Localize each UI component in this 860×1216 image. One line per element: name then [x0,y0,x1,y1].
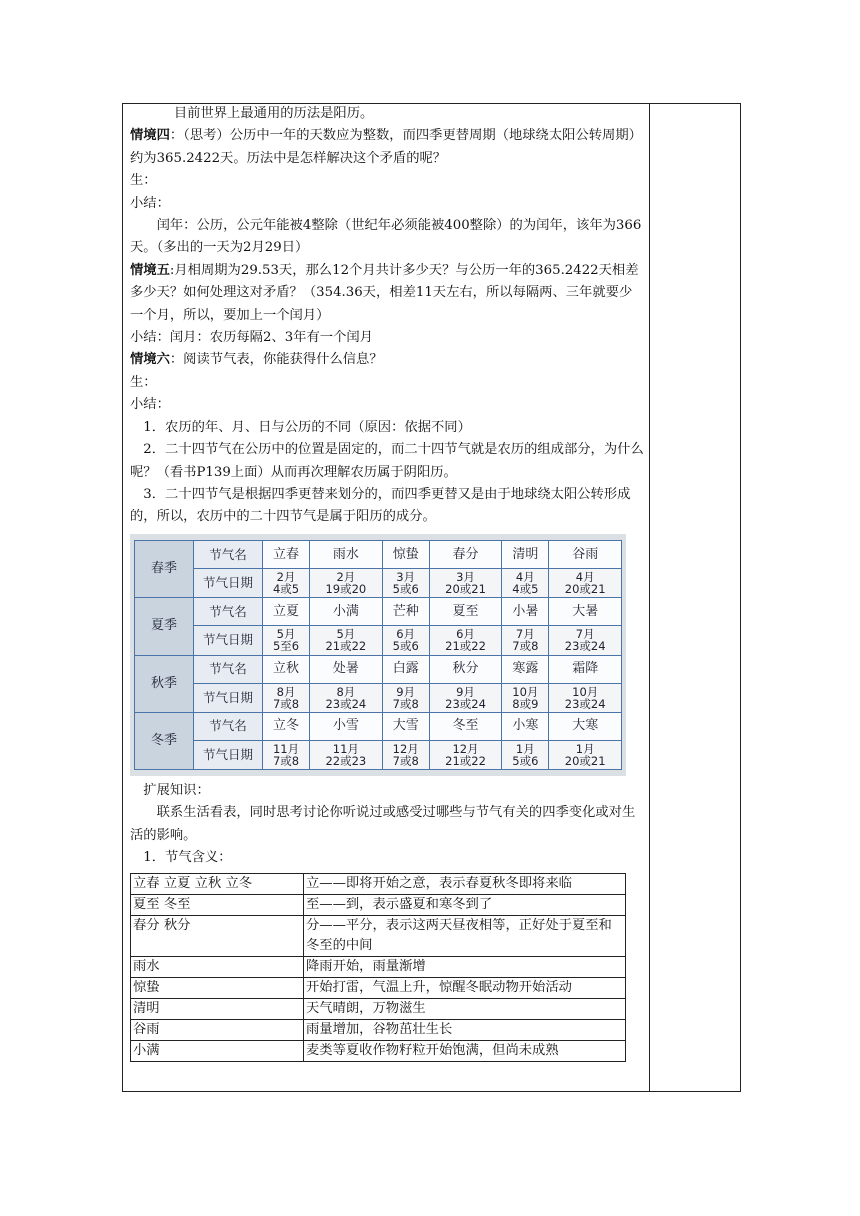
solar-term-date [310,569,383,598]
lesson-content [130,103,645,529]
solar-term-date-row [135,626,622,655]
date-day: 5或6 [392,639,419,654]
solar-term-name: 小暑 [502,598,549,626]
solar-term-date-row [135,740,622,769]
solar-term-name: 惊蛰 [382,541,429,569]
solar-term-date [382,626,429,655]
text-line: 联系生活看表，同时思考讨论你听说过或感受过哪些与节气有关的四季变化或对生活的影响。 [130,805,636,843]
solar-term-name: 谷雨 [549,541,622,569]
date-month: 7月 [575,627,595,642]
text-line: 扩展知识： [143,783,210,798]
solar-term-name-row [135,712,622,740]
date-day: 5或6 [512,753,539,768]
meaning-cell: 天气晴朗，万物滋生 [304,999,626,1020]
solar-terms-table-image [130,534,626,776]
date-month: 6月 [396,627,416,642]
term-cell: 谷雨 [131,1020,304,1041]
date-day: 7或8 [272,696,300,711]
solar-term-date [549,626,622,655]
column-divider [649,103,650,1092]
solar-term-name: 清明 [502,541,549,569]
solar-term-date [429,626,502,655]
date-month: 5月 [276,627,296,642]
meaning-cell: 麦类等夏收作物籽粒开始饱满，但尚未成熟 [304,1041,626,1062]
solar-term-date-row [135,569,622,598]
date-month: 11月 [332,741,359,756]
scenario-label: 情境五 [130,262,170,278]
solar-term-name: 小雪 [310,712,383,740]
solar-term-name: 小满 [310,598,383,626]
scenario-text: ：（思考）公历中一年的天数应为整数，而四季更替周期（地球绕太阳公转周期）约为365.2422天。历法中是怎样解决这个矛盾的呢？ [130,128,642,166]
date-day: 21或22 [445,753,486,768]
solar-term-date [549,569,622,598]
text-line: 小结： [130,195,170,211]
row-label: 节气名 [194,712,263,740]
date-month: 10月 [512,684,539,699]
scenario-4 [130,125,645,170]
date-month: 1月 [575,741,595,756]
date-month: 3月 [456,570,475,585]
term-cell: 惊蛰 [131,978,304,999]
solar-term-date-row [135,683,622,712]
solar-term-date [263,740,310,769]
season-cell: 秋季 [135,655,194,712]
date-day: 23或24 [445,696,486,711]
term-cell: 夏至 冬至 [131,895,304,916]
term-cell: 春分 秋分 [131,916,304,957]
solar-term-date [263,569,310,598]
scenario-text: :月相周期为29.53天，那么12个月共计多少天？与公历一年的365.2422天相差多少天？如何处理这对矛盾？（354.36天，相差11天左右，所以每隔两、三年就要少一个月，所以，要加上一个闰月） [130,262,639,323]
solar-term-name: 立秋 [263,655,310,683]
date-month: 7月 [515,627,535,642]
text-line: 2．二十四节气在公历中的位置是固定的，而二十四节气就是农历的组成部分，为什么呢？（看书P139上面）从而再次理解农历属于阴阳历。 [130,442,644,480]
date-day: 19或20 [325,582,367,597]
solar-term-date [429,683,502,712]
date-month: 5月 [336,627,356,642]
text-line: 1．农历的年、月、日与公历的不同（原因：依据不同） [143,419,471,435]
date-month: 9月 [456,684,475,699]
solar-term-name: 霜降 [549,655,622,683]
date-month: 10月 [572,684,599,699]
season-cell: 冬季 [135,712,194,769]
solar-term-name: 小寒 [502,712,549,740]
row-label: 节气日期 [194,569,263,598]
solar-term-name: 寒露 [502,655,549,683]
solar-term-name: 立冬 [263,712,310,740]
solar-term-date [502,569,549,598]
scenario-6 [130,349,645,371]
date-day: 5至6 [272,639,300,654]
solar-term-name: 大雪 [382,712,429,740]
date-month: 12月 [452,741,479,756]
solar-term-date [263,626,310,655]
date-day: 5或6 [392,582,419,597]
solar-term-date [502,626,549,655]
row-label: 节气名 [194,541,263,569]
solar-terms-table [134,540,622,770]
solar-term-date [549,683,622,712]
solar-term-date [310,683,383,712]
solar-term-name: 白露 [382,655,429,683]
date-month: 3月 [396,570,416,585]
date-day: 8或9 [512,696,539,711]
date-month: 2月 [276,570,296,585]
solar-term-date [429,740,502,769]
solar-term-name: 夏至 [429,598,502,626]
date-day: 4或5 [272,582,300,597]
text-line: 3．二十四节气是根据四季更替来划分的，而四季更替又是由于地球绕太阳公转形成的，所以，农历中的二十四节气是属于阳历的成分。 [130,486,631,525]
meaning-row [131,999,626,1020]
date-month: 8月 [276,684,296,699]
date-month: 4月 [515,570,535,585]
date-day: 21或22 [445,639,486,654]
row-label: 节气日期 [194,626,263,655]
solar-term-date [263,683,310,712]
term-cell: 清明 [131,999,304,1020]
solar-term-name: 春分 [429,541,502,569]
scenario-text: ：阅读节气表，你能获得什么信息？ [169,352,383,368]
date-day: 4或5 [512,582,539,597]
date-day: 7或8 [272,753,300,768]
text-line: 小结：闰月：农历每隔2、3年有一个闰月 [130,330,373,346]
meaning-row [131,1041,626,1062]
row-label: 节气名 [194,598,263,626]
meaning-cell: 开始打雷，气温上升，惊醒冬眠动物开始活动 [304,978,626,999]
date-month: 8月 [336,684,356,699]
meaning-row [131,916,626,957]
date-day: 20或21 [564,582,606,597]
date-month: 4月 [575,570,595,585]
date-month: 11月 [272,741,300,756]
row-label: 节气名 [194,655,263,683]
season-cell: 夏季 [135,598,194,655]
solar-term-name: 冬至 [429,712,502,740]
meaning-cell: 分——平分，表示这两天昼夜相等，正好处于夏至和冬至的中间 [304,916,626,957]
solar-term-date [502,683,549,712]
date-day: 20或21 [445,582,486,597]
solar-term-name: 处暑 [310,655,383,683]
solar-term-date [549,740,622,769]
date-day: 7或8 [512,639,539,654]
scenario-label: 情境四 [130,128,170,144]
solar-term-name: 立夏 [263,598,310,626]
meaning-row [131,978,626,999]
solar-term-name: 芒种 [382,598,429,626]
solar-term-date [382,683,429,712]
date-day: 23或24 [325,696,367,711]
meaning-cell: 至——到，表示盛夏和寒冬到了 [304,895,626,916]
date-month: 9月 [396,684,416,699]
meaning-row [131,874,626,895]
solar-term-name: 秋分 [429,655,502,683]
text-line: 生： [130,374,157,390]
term-cell: 小满 [131,1041,304,1062]
date-month: 1月 [515,741,535,756]
meaning-row [131,1020,626,1041]
term-meaning-table [130,873,626,1062]
solar-term-name: 大寒 [549,712,622,740]
solar-term-date [382,740,429,769]
meaning-cell: 立——即将开始之意，表示春夏秋冬即将来临 [304,874,626,895]
scenario-5 [130,260,645,327]
solar-term-name-row [135,598,622,626]
date-day: 23或24 [564,696,606,711]
solar-term-date [310,626,383,655]
scenario-label: 情境六 [130,352,170,368]
solar-term-name: 立春 [263,541,310,569]
text-line: 生： [130,173,157,189]
date-month: 12月 [392,741,419,756]
date-month: 2月 [336,570,356,585]
date-month: 6月 [456,627,475,642]
extension-section [130,780,645,870]
solar-term-name-row [135,655,622,683]
meaning-cell: 雨量增加，谷物茁壮生长 [304,1020,626,1041]
solar-term-date [429,569,502,598]
solar-term-date [502,740,549,769]
meaning-cell: 降雨开始，雨量渐增 [304,957,626,978]
solar-term-name: 大暑 [549,598,622,626]
date-day: 7或8 [392,696,419,711]
date-day: 21或22 [325,639,367,654]
solar-term-name: 雨水 [310,541,383,569]
solar-term-date [310,740,383,769]
meaning-row [131,957,626,978]
season-cell: 春季 [135,541,194,598]
text-line: 目前世界上最通用的历法是阳历。 [173,106,374,121]
row-label: 节气日期 [194,740,263,769]
date-day: 22或23 [325,753,367,768]
text-line: 小结： [130,397,170,413]
date-day: 7或8 [392,753,419,768]
term-cell: 雨水 [131,957,304,978]
text-line: 闰年：公历，公元年能被4整除（世纪年必须能被400整除）的为闰年，该年为366天。（多出的一天为2月29日） [130,218,642,256]
row-label: 节气日期 [194,683,263,712]
term-cell: 立春 立夏 立秋 立冬 [131,874,304,895]
date-day: 20或21 [564,753,606,768]
solar-term-date [382,569,429,598]
text-line: 1．节气含义： [143,850,232,866]
meaning-row [131,895,626,916]
solar-term-name-row [135,541,622,569]
date-day: 23或24 [564,639,606,654]
